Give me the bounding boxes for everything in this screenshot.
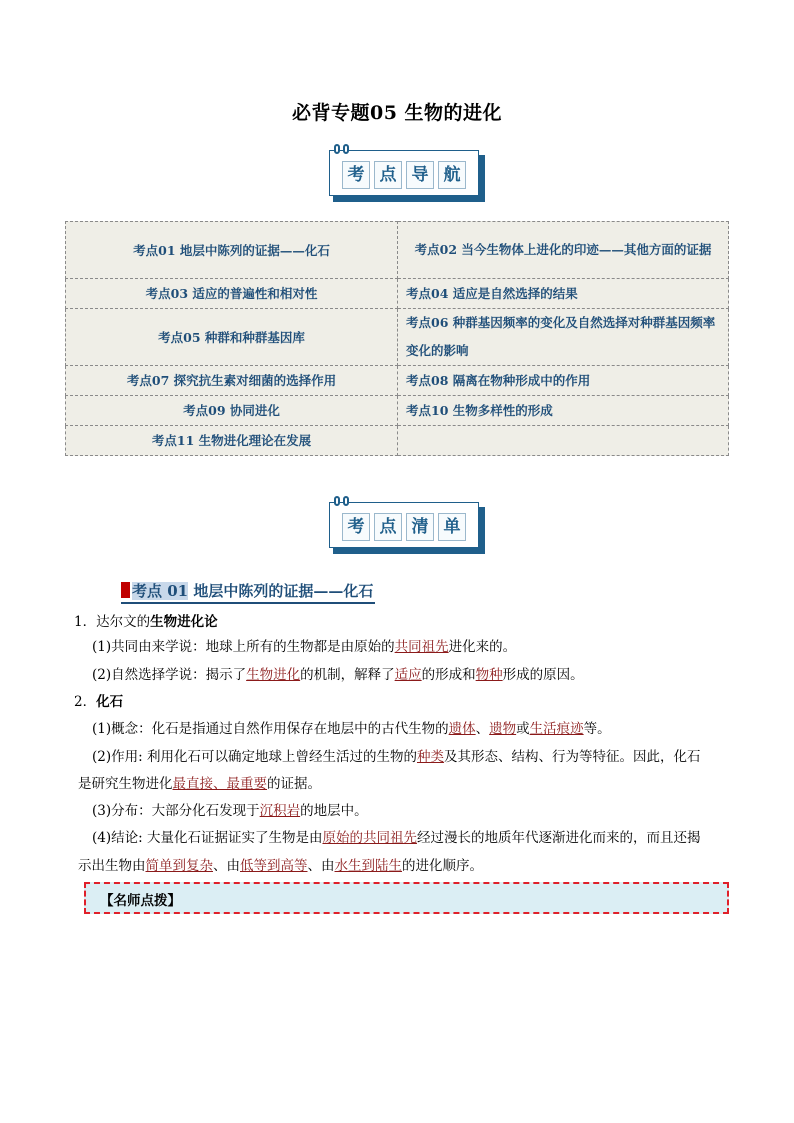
binder-ring-icon [343, 144, 349, 154]
tip-label: 【名师点拨】 [100, 893, 181, 909]
nav-cell[interactable]: 考点04 适应是自然选择的结果 [398, 279, 729, 309]
paragraph-continued: 是研究生物进化最直接、最重要的证据。 [78, 776, 321, 792]
nav-cell[interactable]: 考点05 种群和种群基因库 [66, 309, 398, 366]
banner-checklist [329, 502, 485, 554]
nav-cell-text: 考点06 种群基因频率的变化及自然选择对种群基因频率变化的影响 [406, 315, 716, 358]
banner-char: 航 [438, 161, 466, 189]
paragraph: (4)结论: 大量化石证据证实了生物是由原始的共同祖先经过漫长的地质年代逐渐进化而来的，而且还揭 [92, 830, 701, 846]
banner-navigation [329, 150, 485, 202]
nav-cell[interactable] [398, 222, 729, 279]
nav-cell[interactable]: 考点07 探究抗生素对细菌的选择作用 [66, 366, 398, 396]
paragraph: (3)分布：大部分化石发现于沉积岩的地层中。 [92, 803, 368, 819]
nav-cell[interactable]: 考点03 适应的普遍性和相对性 [66, 279, 398, 309]
banner-char: 导 [406, 161, 434, 189]
paragraph: (2)自然选择学说：揭示了生物进化的机制，解释了适应的形成和物种形成的原因。 [92, 667, 584, 683]
section-heading: 考点 01 地层中陈列的证据——化石 [121, 580, 375, 604]
table-row [66, 309, 729, 366]
nav-cell-empty [398, 426, 729, 456]
nav-cell[interactable]: 考点10 生物多样性的形成 [398, 396, 729, 426]
banner-char: 单 [438, 513, 466, 541]
nav-cell[interactable]: 考点08 隔离在物种形成中的作用 [398, 366, 729, 396]
banner-char: 考 [342, 513, 370, 541]
page-title: 必背专题05 生物的进化 [291, 102, 503, 124]
table-row [66, 222, 729, 279]
paragraph: (1)共同由来学说：地球上所有的生物都是由原始的共同祖先进化来的。 [92, 639, 517, 655]
paragraph-continued: 示出生物由简单到复杂、由低等到高等、由水生到陆生的进化顺序。 [78, 858, 483, 874]
nav-cell[interactable]: 考点11 生物进化理论在发展 [66, 426, 398, 456]
nav-cell[interactable]: 考点09 协同进化 [66, 396, 398, 426]
banner-char: 清 [406, 513, 434, 541]
teacher-tip-box [84, 882, 729, 914]
table-row [66, 366, 729, 396]
banner-char: 考 [342, 161, 370, 189]
heading-2: 2．化石 [74, 694, 124, 710]
binder-ring-icon [334, 496, 340, 506]
banner-char: 点 [374, 161, 402, 189]
binder-ring-icon [343, 496, 349, 506]
nav-cell[interactable] [398, 309, 729, 366]
nav-cell-text: 考点02 当今生物体上进化的印迹——其他方面的证据 [414, 242, 712, 257]
banner-char: 点 [374, 513, 402, 541]
table-row [66, 426, 729, 456]
binder-ring-icon [334, 144, 340, 154]
table-row [66, 396, 729, 426]
heading-1: 1．达尔文的生物进化论 [74, 614, 218, 630]
table-row [66, 279, 729, 309]
paragraph: (2)作用: 利用化石可以确定地球上曾经生活过的生物的种类及其形态、结构、行为等特征。因此，化石 [92, 749, 701, 765]
red-marker-icon [121, 582, 130, 598]
paragraph: (1)概念：化石是指通过自然作用保存在地层中的古代生物的遗体、遗物或生活痕迹等。 [92, 721, 611, 737]
topic-navigation-table [65, 221, 729, 456]
nav-cell[interactable]: 考点01 地层中陈列的证据——化石 [66, 222, 398, 279]
